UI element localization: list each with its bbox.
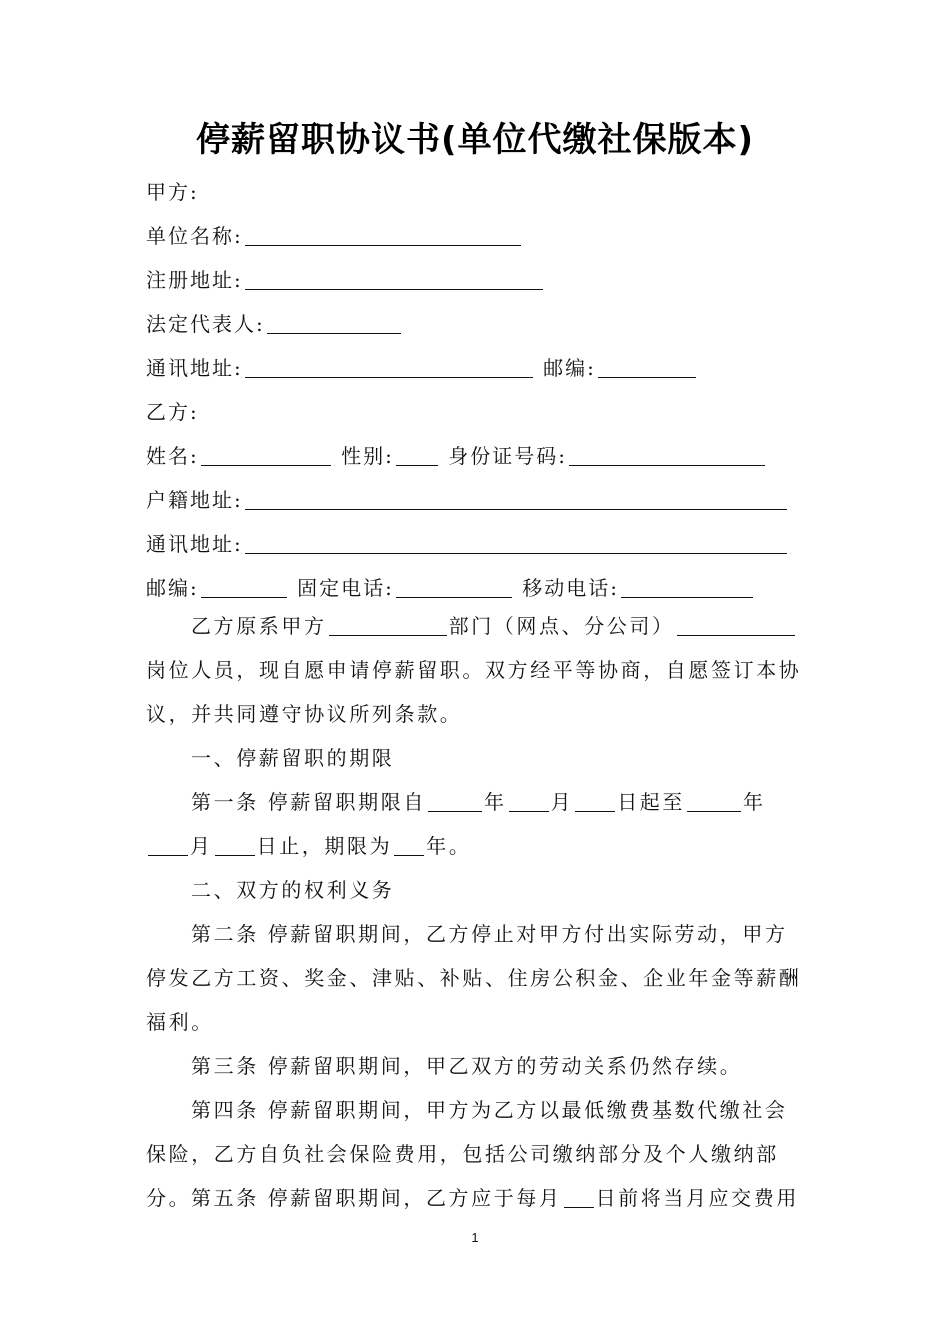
landline-label: 固定电话: — [297, 576, 394, 600]
unit-name-line — [146, 222, 523, 250]
monthly-day-blank — [564, 1187, 594, 1208]
article-1-text-a: 第一条 停薪留职期限自 — [191, 790, 426, 814]
party-b-postcode-blank — [201, 577, 287, 598]
legal-rep-blank — [267, 313, 401, 334]
start-day-blank — [575, 791, 615, 812]
intro-part-2: 部门（网点、分公司） — [448, 614, 675, 638]
article-1-year-2: 年 — [743, 790, 766, 814]
party-b-identity-line — [146, 442, 767, 470]
position-blank — [677, 615, 795, 636]
end-month-blank — [148, 835, 188, 856]
section-1-heading: 一、停薪留职的期限 — [191, 746, 395, 770]
reg-address-line — [146, 266, 545, 294]
household-address-blank — [245, 489, 787, 510]
page-number: 1 — [471, 1230, 479, 1245]
article-1-month-2: 月 — [190, 834, 213, 858]
household-address-label: 户籍地址: — [146, 488, 243, 512]
intro-part-1: 乙方原系甲方 — [191, 614, 327, 638]
article-3: 第三条 停薪留职期间，甲乙双方的劳动关系仍然存续。 — [191, 1054, 743, 1078]
party-b-contact-line — [146, 530, 789, 558]
party-a-contact-label: 通讯地址: — [146, 356, 243, 380]
mobile-blank — [621, 577, 753, 598]
intro-part-3: 岗位人员，现自愿申请停薪留职。双方经平等协商，自愿签订本协议，并共同遵守协议所列条款。 — [146, 658, 802, 726]
article-5 — [146, 1176, 808, 1220]
start-month-blank — [509, 791, 549, 812]
legal-rep-label: 法定代表人: — [146, 312, 265, 336]
article-1 — [146, 780, 808, 868]
article-1-day-2: 日止，期限为 — [256, 834, 393, 858]
reg-address-blank — [245, 269, 543, 290]
start-year-blank — [428, 791, 482, 812]
article-5-text-a: 第五条 停薪留职期间，乙方应于每月 — [191, 1186, 562, 1210]
end-day-blank — [215, 835, 255, 856]
party-a-contact-blank — [245, 357, 533, 378]
document-title: 停薪留职协议书(单位代缴社保版本) — [195, 120, 755, 160]
reg-address-label: 注册地址: — [146, 268, 243, 292]
party-a-contact-line — [146, 354, 698, 382]
article-5-text-b: 日前将当月应交费用 — [595, 1186, 799, 1210]
gender-blank — [396, 445, 438, 466]
landline-blank — [396, 577, 512, 598]
unit-name-blank — [245, 225, 521, 246]
name-blank — [201, 445, 331, 466]
article-2: 第二条 停薪留职期间，乙方停止对甲方付出实际劳动，甲方停发乙方工资、奖金、津贴、补贴、住房公积金、企业年金等薪酬福利。 — [146, 922, 802, 1034]
name-label: 姓名: — [146, 444, 199, 468]
party-b-contact-blank — [245, 533, 787, 554]
party-b-contact-label: 通讯地址: — [146, 532, 243, 556]
section-2-heading: 二、双方的权利义务 — [191, 878, 395, 902]
mobile-label: 移动电话: — [522, 576, 619, 600]
article-1-year-1: 年 — [483, 790, 507, 814]
unit-name-label: 单位名称: — [146, 224, 243, 248]
intro-paragraph — [146, 604, 808, 736]
party-b-phone-line — [146, 574, 755, 602]
article-1-year-3: 年。 — [426, 834, 472, 858]
id-number-label: 身份证号码: — [448, 444, 567, 468]
department-blank — [329, 615, 447, 636]
household-address-line — [146, 486, 789, 514]
article-1-month-1: 月 — [550, 790, 574, 814]
article-1-day-1: 日起至 — [617, 790, 685, 814]
party-b-label: 乙方: — [146, 400, 199, 424]
article-4: 第四条 停薪留职期间，甲方为乙方以最低缴费基数代缴社会保险，乙方自负社会保险费用，包括公司缴纳部分及个人缴纳部分。 — [146, 1098, 788, 1210]
gender-label: 性别: — [341, 444, 394, 468]
end-year-blank — [687, 791, 741, 812]
id-number-blank — [569, 445, 765, 466]
legal-rep-line — [146, 310, 403, 338]
party-a-postcode-label: 邮编: — [543, 356, 596, 380]
party-b-postcode-label: 邮编: — [146, 576, 199, 600]
party-a-postcode-blank — [598, 357, 696, 378]
term-years-blank — [394, 835, 424, 856]
party-a-label: 甲方: — [146, 180, 199, 204]
